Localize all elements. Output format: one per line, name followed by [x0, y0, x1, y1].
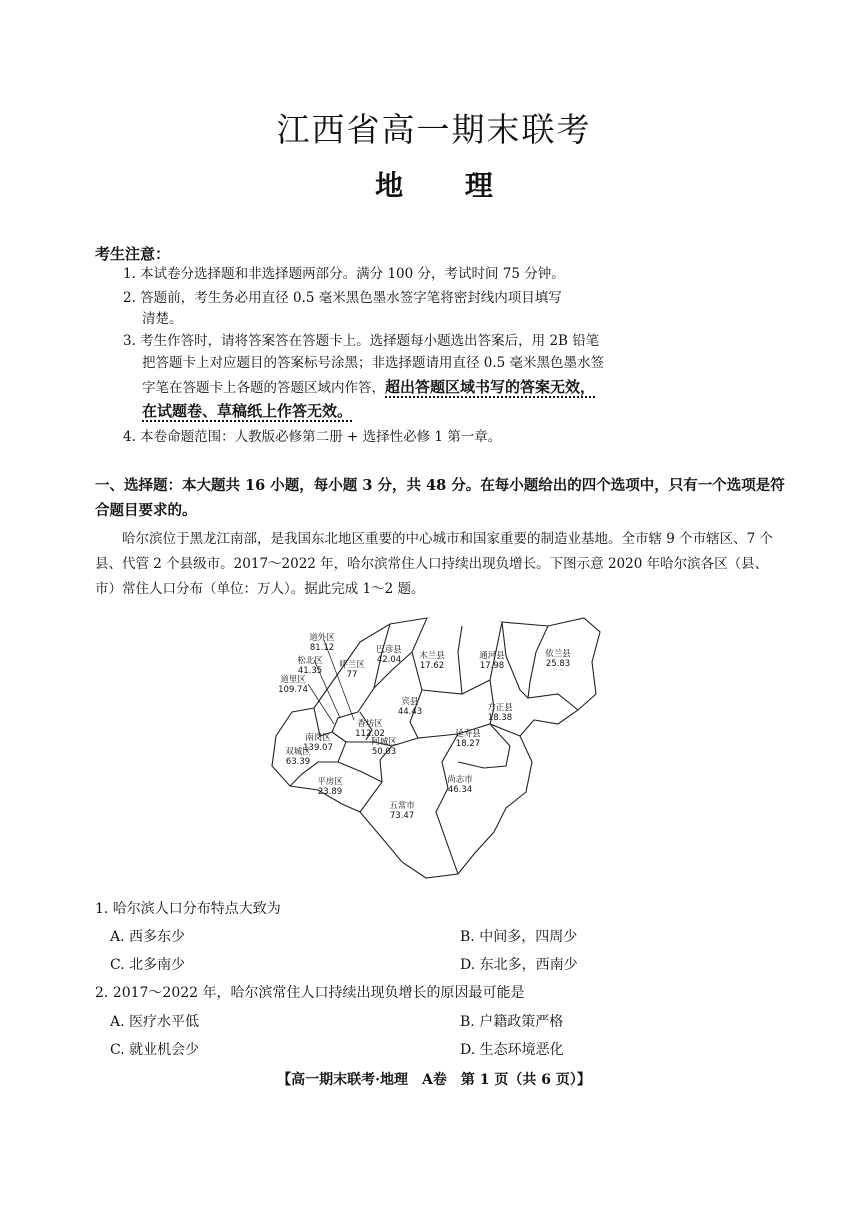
- label-shuangcheng-value: 63.39: [285, 757, 311, 767]
- label-yilan-name: 依兰县: [545, 649, 571, 659]
- question-1-option-a[interactable]: A. 西多东少: [110, 929, 186, 945]
- harbin-district-map: [262, 612, 606, 884]
- label-bayan-value: 42.04: [376, 655, 402, 665]
- notice-item-2: 2. 答题前，考生务必用直径 0.5 毫米黑色墨水签字笔将密封线内项目填写: [123, 290, 562, 306]
- intro-paragraph: 哈尔滨位于黑龙江南部，是我国东北地区重要的中心城市和国家重要的制造业基地。全市辖 9 个市辖区、7 个县、代管 2 个县级市。2017～2022 年，哈尔滨常住人口持续出现负增长。下图示意 2020 年哈尔滨各区（县、市）常住人口分布（单位：万人）。据此完成 1～2 题。: [95, 531, 774, 597]
- question-2-option-d[interactable]: D. 生态环境恶化: [460, 1042, 564, 1058]
- label-yanshou-name: 延寿县: [455, 729, 481, 739]
- question-1-option-d[interactable]: D. 东北多，西南少: [460, 957, 578, 973]
- label-mulan-value: 17.62: [419, 661, 445, 671]
- question-1-stem: 1. 哈尔滨人口分布特点大致为: [95, 901, 281, 917]
- label-pingfang-name: 平房区: [317, 777, 343, 787]
- question-1-option-c[interactable]: C. 北多南少: [110, 957, 186, 973]
- label-yilan-value: 25.83: [545, 659, 571, 669]
- label-binxian-name: 宾县: [401, 697, 419, 707]
- notice-item-2-cont: 清楚。: [142, 311, 183, 327]
- exam-title: 江西省高一期末联考: [276, 110, 592, 149]
- label-acheng-value: 50.03: [371, 747, 397, 757]
- label-shangzhi-name: 尚志市: [447, 775, 473, 785]
- notice-item-3: 3. 考生作答时，请将答案答在答题卡上。选择题每小题选出答案后，用 2B 铅笔: [123, 333, 600, 349]
- notice-emphasis-1: 超出答题区域书写的答案无效，: [385, 378, 596, 396]
- label-mulan-name: 木兰县: [419, 651, 445, 661]
- label-fangzheng-value: 18.38: [487, 713, 513, 723]
- label-fangzheng-name: 方正县: [487, 703, 513, 713]
- question-1-option-b[interactable]: B. 中间多，四周少: [460, 929, 578, 945]
- label-xiangfang-value: 112.02: [355, 729, 385, 739]
- label-wuchang-value: 73.47: [389, 811, 415, 821]
- label-yanshou-value: 18.27: [455, 739, 481, 749]
- question-2-option-b[interactable]: B. 户籍政策严格: [460, 1014, 564, 1030]
- label-nangang-value: 139.07: [303, 743, 333, 753]
- notice-emphasis-2: 在试题卷、草稿纸上作答无效。: [142, 402, 353, 420]
- notice-item-1: 1. 本试卷分选择题和非选择题两部分。满分 100 分，考试时间 75 分钟。: [123, 266, 565, 282]
- section-heading: 一、选择题：本大题共 16 小题，每小题 3 分，共 48 分。在每小题给出的四个选项中，只有一个选项是符合题目要求的。: [95, 477, 785, 519]
- label-daoli-name: 道里区: [280, 675, 306, 685]
- notice-item-4: 4. 本卷命题范围：人教版必修第二册 + 选择性必修 1 第一章。: [123, 429, 502, 445]
- notice-heading: 考生注意：: [95, 245, 171, 263]
- label-tonghe-name: 通河县: [479, 651, 505, 661]
- label-xiangfang-name: 香坊区: [357, 719, 383, 729]
- notice-item-3-line2: 把答题卡上对应题目的答案标号涂黑；非选择题请用直径 0.5 毫米黑色墨水签: [142, 355, 605, 371]
- notice-item-3-text: 字笔在答题卡上各题的答题区域内作答，: [142, 380, 385, 396]
- label-songbei-value: 41.35: [297, 666, 323, 676]
- question-2-option-c[interactable]: C. 就业机会少: [110, 1042, 200, 1058]
- notice-item-3-line3: [142, 376, 595, 397]
- question-2-option-a[interactable]: A. 医疗水平低: [110, 1014, 200, 1030]
- label-bayan-name: 巴彦县: [376, 645, 402, 655]
- label-hulan-value: 77: [346, 670, 358, 680]
- label-daowai-value: 81.12: [309, 643, 335, 653]
- label-tonghe-value: 17.98: [479, 661, 505, 671]
- label-hulan-name: 呼兰区: [339, 660, 365, 670]
- page-footer: 【高一期末联考·地理 A卷 第 1 页（共 6 页）】: [277, 1072, 591, 1088]
- label-daowai-name: 道外区: [309, 633, 335, 643]
- label-pingfang-value: 23.89: [317, 787, 343, 797]
- label-daoli-value: 109.74: [278, 685, 308, 695]
- question-2-stem: 2. 2017～2022 年，哈尔滨常住人口持续出现负增长的原因最可能是: [95, 985, 525, 1001]
- label-shangzhi-value: 46.34: [447, 785, 473, 795]
- label-binxian-value: 44.43: [397, 707, 423, 717]
- subject-title: 地 理: [375, 169, 519, 202]
- label-wuchang-name: 五常市: [389, 801, 415, 811]
- label-songbei-name: 松北区: [297, 656, 323, 666]
- label-nangang-name: 南岗区: [305, 733, 331, 743]
- label-shuangcheng-name: 双城区: [285, 747, 311, 757]
- label-acheng-name: 阿城区: [371, 737, 397, 747]
